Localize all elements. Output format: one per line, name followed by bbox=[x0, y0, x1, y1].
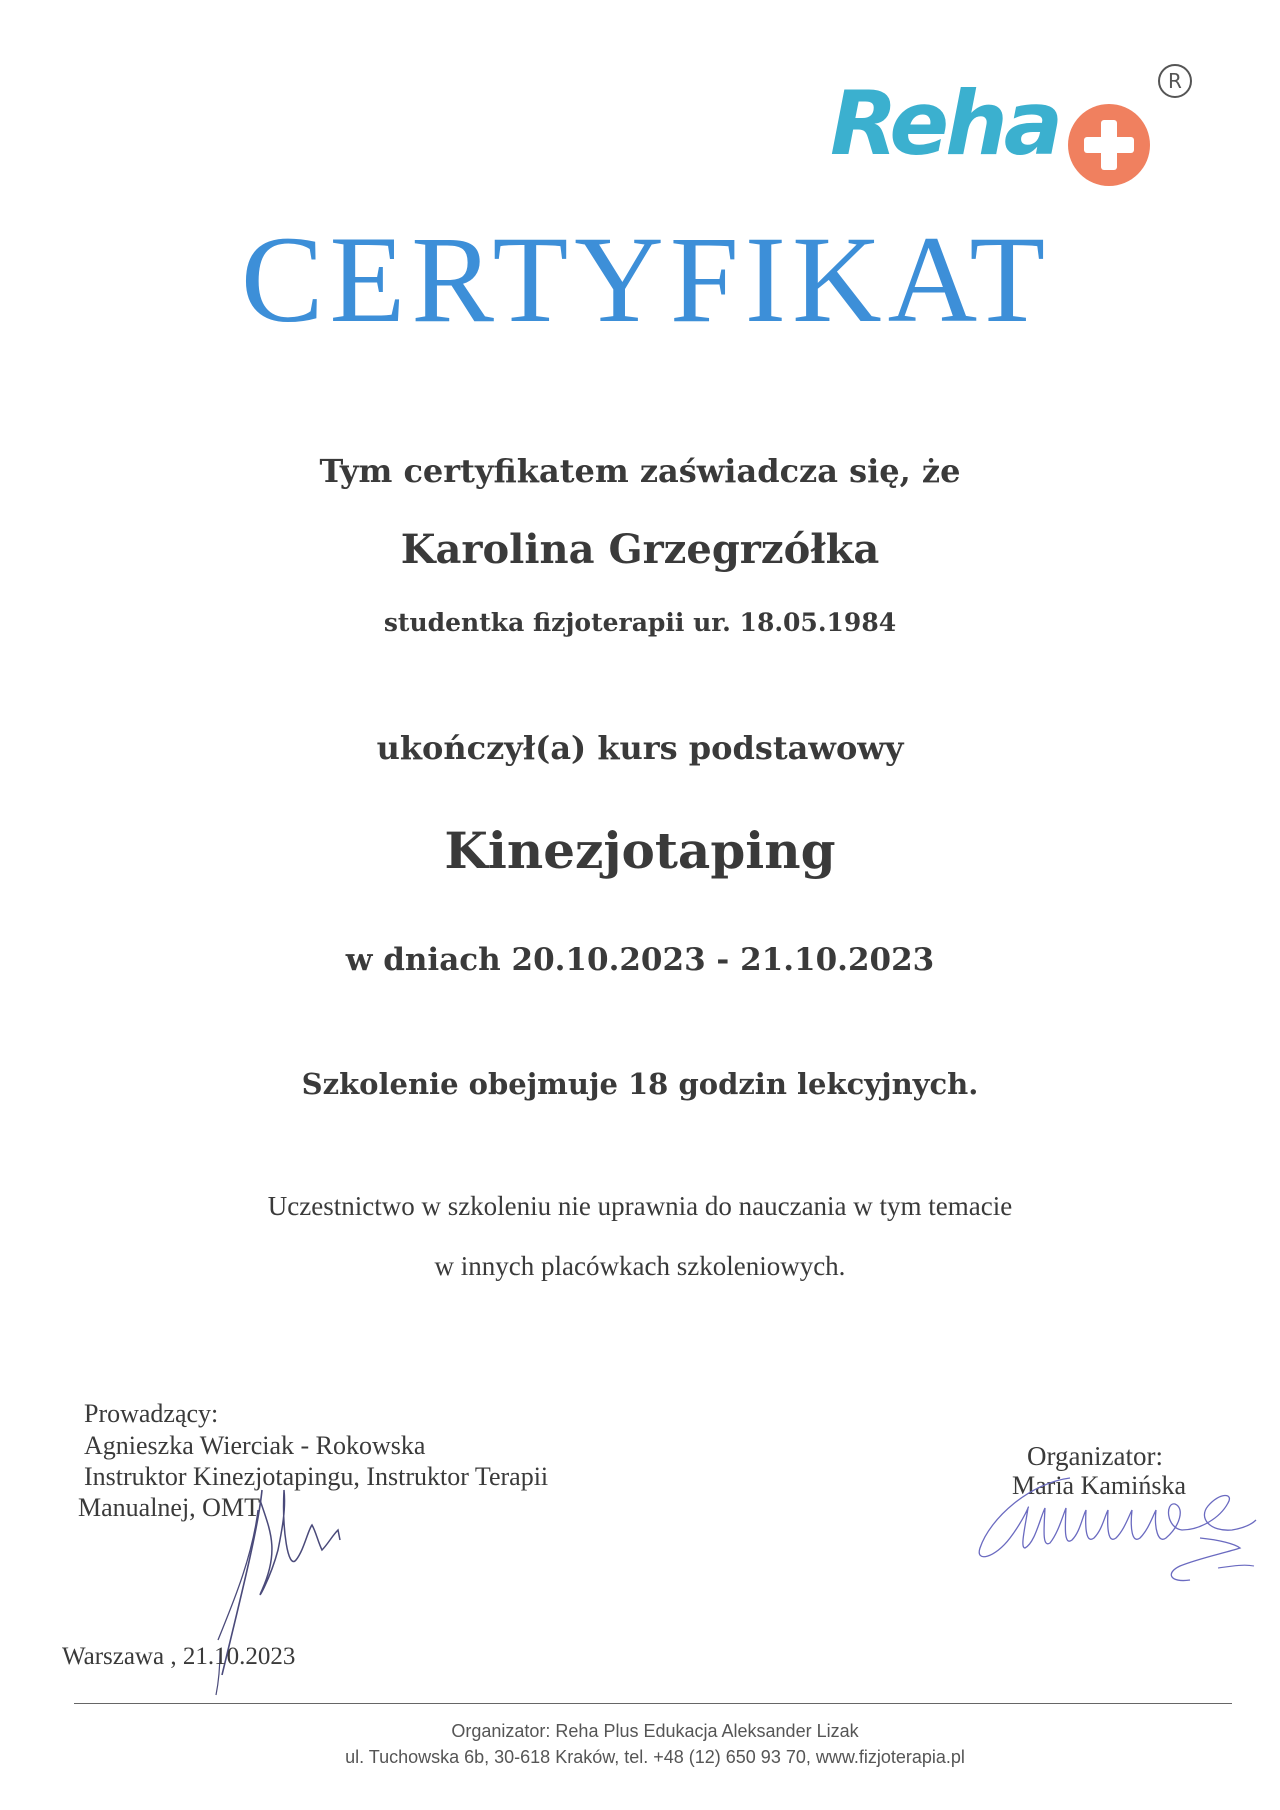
recipient-name: Karolina Grzegrzółka bbox=[400, 526, 880, 573]
organizer-label: Organizator: bbox=[1027, 1441, 1163, 1471]
note-line-1: Uczestnictwo w szkoleniu nie uprawnia do nauczania w tym temacie bbox=[267, 1191, 1013, 1221]
note-line-2: w innych placówkach szkoleniowych. bbox=[434, 1251, 846, 1281]
reha-plus-logo bbox=[820, 62, 1200, 192]
course-dates: w dniach 20.10.2023 - 21.10.2023 bbox=[345, 942, 935, 978]
footer-organizer: Organizator: Reha Plus Edukacja Aleksander Lizak bbox=[451, 1721, 859, 1741]
organizer-signature bbox=[970, 1448, 1260, 1598]
intro-text: Tym certyfikatem zaświadcza się, że bbox=[319, 452, 961, 490]
footer-divider bbox=[74, 1703, 1232, 1704]
footer-address: ul. Tuchowska 6b, 30-618 Kraków, tel. +48 (12) 650 93 70, www.fizjoterapia.pl bbox=[345, 1747, 965, 1767]
completion-text: ukończył(a) kurs podstawowy bbox=[376, 729, 904, 767]
lead-label: Prowadzący: bbox=[84, 1399, 219, 1428]
recipient-details: studentka fizjoterapii ur. 18.05.1984 bbox=[383, 608, 897, 637]
lead-name: Agnieszka Wierciak - Rokowska bbox=[84, 1431, 426, 1460]
lead-title-line-1: Instruktor Kinezjotapingu, Instruktor Terapii bbox=[84, 1462, 549, 1491]
registered-mark-icon: R bbox=[1158, 64, 1192, 98]
plus-circle-icon bbox=[1068, 104, 1150, 186]
course-name: Kinezjotaping bbox=[444, 821, 836, 880]
place-and-date: Warszawa , 21.10.2023 bbox=[62, 1643, 296, 1670]
course-hours: Szkolenie obejmuje 18 godzin lekcyjnych. bbox=[301, 1067, 979, 1101]
lead-title-line-2: Manualnej, OMT bbox=[78, 1493, 260, 1522]
organizer-name: Maria Kamińska bbox=[1012, 1471, 1187, 1500]
logo-wordmark: Reha bbox=[830, 72, 1060, 175]
certificate-title: CERTYFIKAT bbox=[240, 211, 1052, 348]
